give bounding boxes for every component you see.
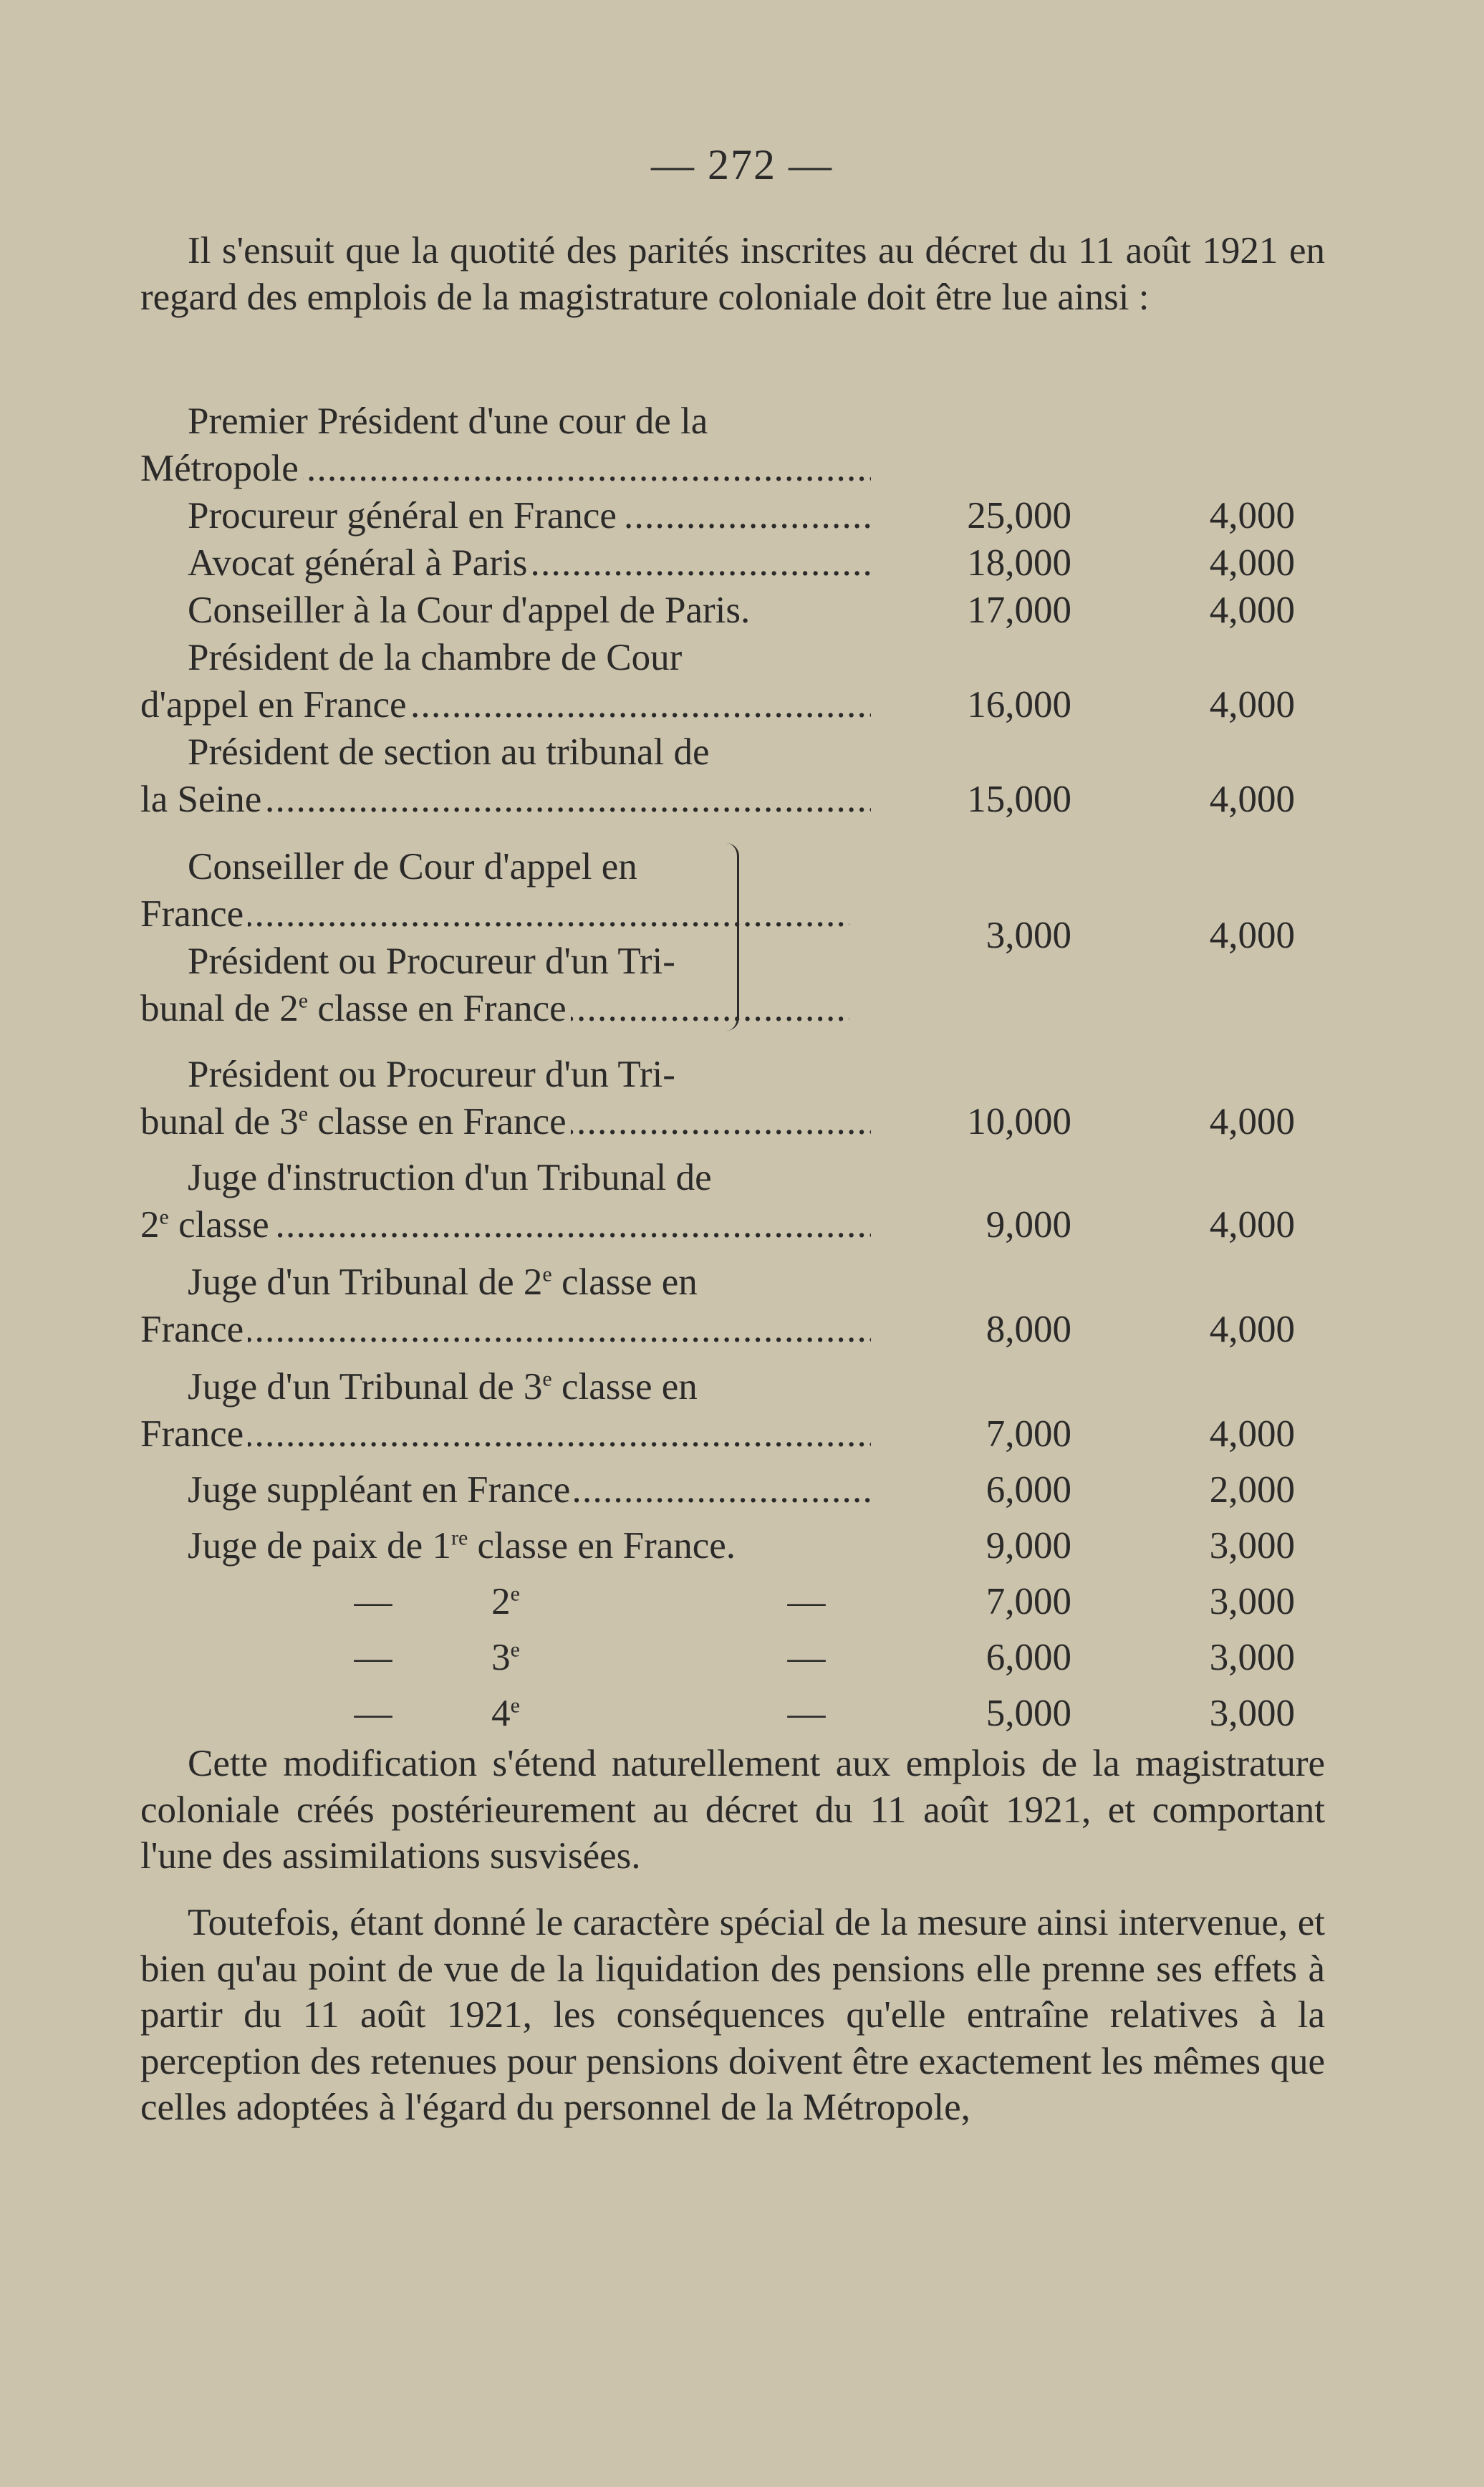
value-col-1: 16,000 bbox=[967, 684, 1071, 726]
ordinal-label: 4e bbox=[491, 1693, 520, 1734]
value-col-1: 7,000 bbox=[986, 1581, 1071, 1622]
ditto-mark: — bbox=[354, 1693, 392, 1734]
table-row bbox=[140, 1201, 1325, 1249]
value-col-2: 3,000 bbox=[1209, 1637, 1295, 1678]
value-col-1: 5,000 bbox=[986, 1693, 1071, 1734]
ordinal-label: 2e bbox=[491, 1581, 520, 1622]
value-col-1: 9,000 bbox=[986, 1525, 1071, 1567]
row-label-line: Président ou Procureur d'un Tri- bbox=[188, 941, 675, 982]
row-label-line: Juge d'instruction d'un Tribunal de bbox=[188, 1157, 712, 1198]
row-label-line: d'appel en France . . . bbox=[140, 681, 871, 728]
value-col-1: 6,000 bbox=[986, 1637, 1071, 1678]
row-label-line: Premier Président d'une cour de la bbox=[188, 400, 708, 442]
row-label-line: Juge d'un Tribunal de 3e classe en bbox=[188, 1366, 698, 1408]
value-col-1: 10,000 bbox=[967, 1101, 1071, 1143]
table-row bbox=[140, 1690, 1325, 1737]
table-row bbox=[140, 1154, 1325, 1201]
value-col-2: 3,000 bbox=[1209, 1693, 1295, 1734]
table-row bbox=[140, 1259, 1325, 1306]
value-col-1: 6,000 bbox=[986, 1469, 1071, 1511]
row-label-line: Procureur général en France . . . bbox=[188, 492, 871, 539]
row-label-line: Avocat général à Paris . . . bbox=[188, 539, 871, 587]
row-label-line: Président de section au tribunal de bbox=[188, 731, 710, 773]
value-col-2: 4,000 bbox=[1209, 1413, 1295, 1455]
row-label-line: 2e classe . . . bbox=[140, 1201, 871, 1249]
value-col-2: 3,000 bbox=[1209, 1581, 1295, 1622]
table-row bbox=[140, 1306, 1325, 1353]
table-row bbox=[140, 539, 1325, 587]
value-col-2: 4,000 bbox=[1209, 542, 1295, 584]
row-label-line: France . . . bbox=[140, 1306, 871, 1353]
value-col-2: 2,000 bbox=[1209, 1469, 1295, 1511]
row-label-line: bunal de 2e classe en France . . . bbox=[140, 985, 849, 1032]
value-col-2: 4,000 bbox=[1209, 495, 1295, 537]
table-row bbox=[140, 776, 1325, 823]
table-row bbox=[140, 728, 1325, 776]
row-label-line: France . . . bbox=[140, 1410, 871, 1458]
row-label-line: Conseiller de Cour d'appel en bbox=[188, 846, 637, 887]
row-label-line: Conseiller à la Cour d'appel de Paris. bbox=[188, 590, 751, 631]
value-col-2: 4,000 bbox=[1209, 915, 1295, 956]
row-label-line: Président ou Procureur d'un Tri- bbox=[188, 1054, 675, 1095]
row-label-line: Métropole . . . bbox=[140, 445, 871, 492]
row-label-line: Juge suppléant en France . . . bbox=[188, 1466, 871, 1514]
ordinal-label: 3e bbox=[491, 1637, 520, 1678]
value-col-1: 25,000 bbox=[967, 495, 1071, 537]
table-row bbox=[140, 681, 1325, 728]
intro-paragraph: Il s'ensuit que la quotité des parités inscrites au décret du 11 août 1921 en regard des emplois de la magistrature coloniale doit être lue ainsi : bbox=[140, 230, 1325, 318]
value-col-1: 18,000 bbox=[967, 542, 1071, 584]
table-row bbox=[140, 1363, 1325, 1410]
page-number: — 272 — bbox=[651, 141, 833, 188]
table-row bbox=[140, 1522, 1325, 1569]
row-label-line: Juge d'un Tribunal de 2e classe en bbox=[188, 1261, 698, 1303]
table-row bbox=[140, 1098, 1325, 1145]
row-label-line: la Seine . . . bbox=[140, 776, 871, 823]
ditto-mark: — bbox=[787, 1581, 826, 1622]
table-row bbox=[140, 445, 1325, 492]
row-label-line: Juge de paix de 1re classe en France. bbox=[188, 1525, 736, 1567]
value-col-2: 4,000 bbox=[1209, 1309, 1295, 1350]
table-row bbox=[140, 1410, 1325, 1458]
table-row bbox=[140, 1466, 1325, 1514]
table-row bbox=[140, 398, 1325, 445]
value-col-2: 4,000 bbox=[1209, 590, 1295, 631]
value-col-1: 15,000 bbox=[967, 779, 1071, 820]
value-col-1: 8,000 bbox=[986, 1309, 1071, 1350]
value-col-1: 17,000 bbox=[967, 590, 1071, 631]
ditto-mark: — bbox=[354, 1637, 392, 1678]
table-row bbox=[140, 1051, 1325, 1098]
row-label-line: bunal de 3e classe en France . . . bbox=[140, 1098, 871, 1145]
value-col-1: 9,000 bbox=[986, 1204, 1071, 1246]
ditto-mark: — bbox=[787, 1693, 826, 1734]
row-label-line: France . . . bbox=[140, 890, 849, 938]
group-brace bbox=[720, 843, 739, 1031]
table-row bbox=[140, 634, 1325, 681]
table-row bbox=[140, 1578, 1325, 1625]
value-col-2: 4,000 bbox=[1209, 1204, 1295, 1246]
value-col-2: 4,000 bbox=[1209, 684, 1295, 726]
table-row bbox=[140, 1634, 1325, 1681]
paragraph-toutefois: Toutefois, étant donné le caractère spécial de la mesure ainsi intervenue, et bien qu'au point de vue de la liquidation des pensions elle prenne ses effets à partir du 11 août 1921, les conséquences qu'elle entraîne relatives à la perception des retenues pour pensions doivent être exactement les mêmes que celles adoptées à l'égard du personnel de la Métropole, bbox=[140, 1902, 1325, 2128]
value-col-2: 4,000 bbox=[1209, 1101, 1295, 1143]
row-label-line: Président de la chambre de Cour bbox=[188, 637, 683, 678]
table-row bbox=[140, 492, 1325, 539]
value-col-1: 7,000 bbox=[986, 1413, 1071, 1455]
value-col-1: 3,000 bbox=[986, 915, 1071, 956]
ditto-mark: — bbox=[354, 1581, 392, 1622]
value-col-2: 3,000 bbox=[1209, 1525, 1295, 1567]
ditto-mark: — bbox=[787, 1637, 826, 1678]
paragraph-modification: Cette modification s'étend naturellement aux emplois de la magistrature coloniale créés postérieurement au décret du 11 août 1921, et comportant l'une des assimilations susvisées. bbox=[140, 1743, 1325, 1877]
value-col-2: 4,000 bbox=[1209, 779, 1295, 820]
table-row bbox=[140, 587, 1325, 634]
